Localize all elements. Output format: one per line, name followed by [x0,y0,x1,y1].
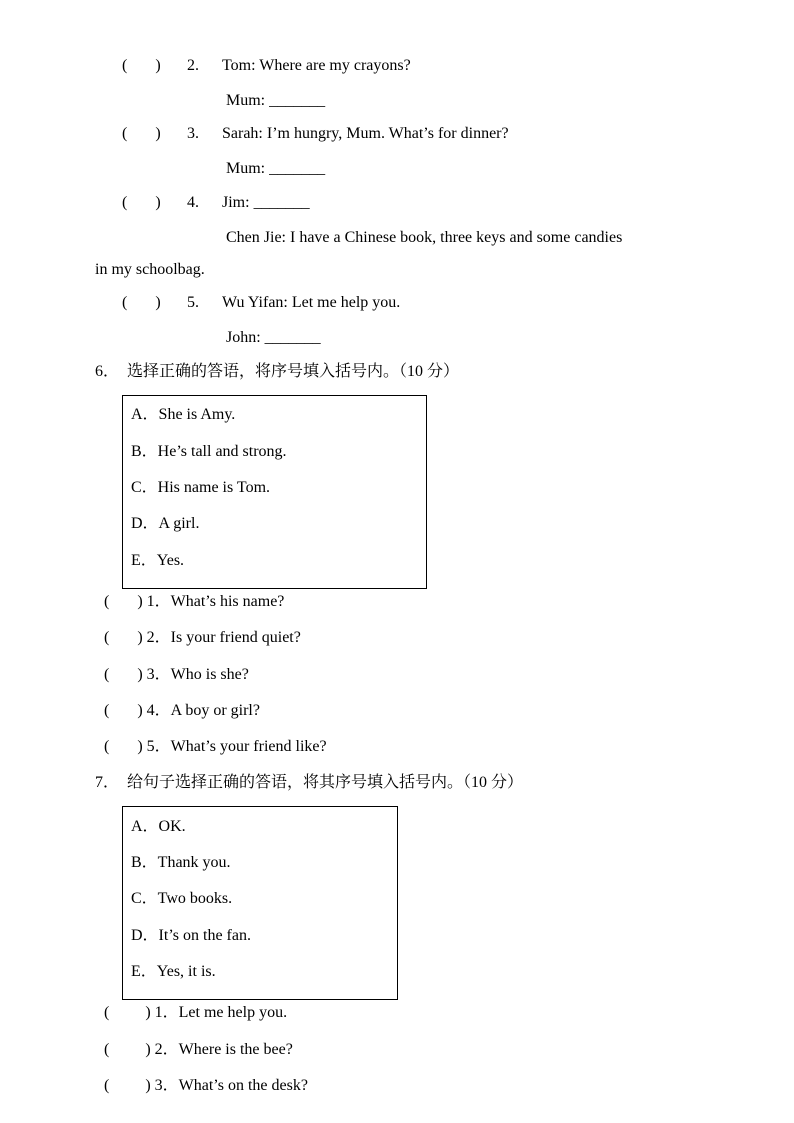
option-c: C．Two books. [131,890,233,907]
answer-bracket[interactable]: ( ) [122,125,161,142]
option-d: D．A girl. [131,515,200,532]
question-number: 4. [187,194,199,211]
dialogue-line: Sarah: I’m hungry, Mum. What’s for dinner? [222,125,509,142]
section-7-title: 7． 给句子选择正确的答语，将其序号填入括号内。（10 分） [95,774,524,791]
dialogue-line: Tom: Where are my crayons? [222,57,411,74]
option-c: C．His name is Tom. [131,479,271,496]
option-d: D．It’s on the fan. [131,927,251,944]
section-7-options-box [122,806,398,1000]
section-7-question-1[interactable]: ( ) 1．Let me help you. [104,1004,288,1021]
section-6-question-4[interactable]: ( ) 4．A boy or girl? [104,702,260,719]
option-a: A．OK. [131,818,186,835]
question-number: 3. [187,125,199,142]
section-7-question-3[interactable]: ( ) 3．What’s on the desk? [104,1077,308,1094]
option-e: E．Yes. [131,552,185,569]
option-b: B．Thank you. [131,854,231,871]
dialogue-blank-line: Mum: _______ [226,160,326,177]
option-a: A．She is Amy. [131,406,236,423]
dialogue-blank-line: John: _______ [226,329,321,346]
question-number: 2. [187,57,199,74]
section-6-question-1[interactable]: ( ) 1．What’s his name? [104,593,285,610]
dialogue-blank-line: Mum: _______ [226,92,326,109]
dialogue-line: Wu Yifan: Let me help you. [222,294,401,311]
option-b: B．He’s tall and strong. [131,443,287,460]
section-6-title: 6． 选择正确的答语，将序号填入括号内。（10 分） [95,363,460,380]
section-6-question-5[interactable]: ( ) 5．What’s your friend like? [104,738,327,755]
answer-bracket[interactable]: ( ) [122,294,161,311]
dialogue-line: Chen Jie: I have a Chinese book, three keys and some candies [226,229,623,246]
option-e: E．Yes, it is. [131,963,216,980]
answer-bracket[interactable]: ( ) [122,57,161,74]
section-6-question-3[interactable]: ( ) 3．Who is she? [104,666,249,683]
dialogue-line-continued: in my schoolbag. [95,261,205,278]
question-number: 5. [187,294,199,311]
section-6-options-box [122,395,427,589]
section-6-question-2[interactable]: ( ) 2．Is your friend quiet? [104,629,301,646]
answer-bracket[interactable]: ( ) [122,194,161,211]
dialogue-blank-line: Jim: _______ [222,194,310,211]
section-7-question-2[interactable]: ( ) 2．Where is the bee? [104,1041,293,1058]
